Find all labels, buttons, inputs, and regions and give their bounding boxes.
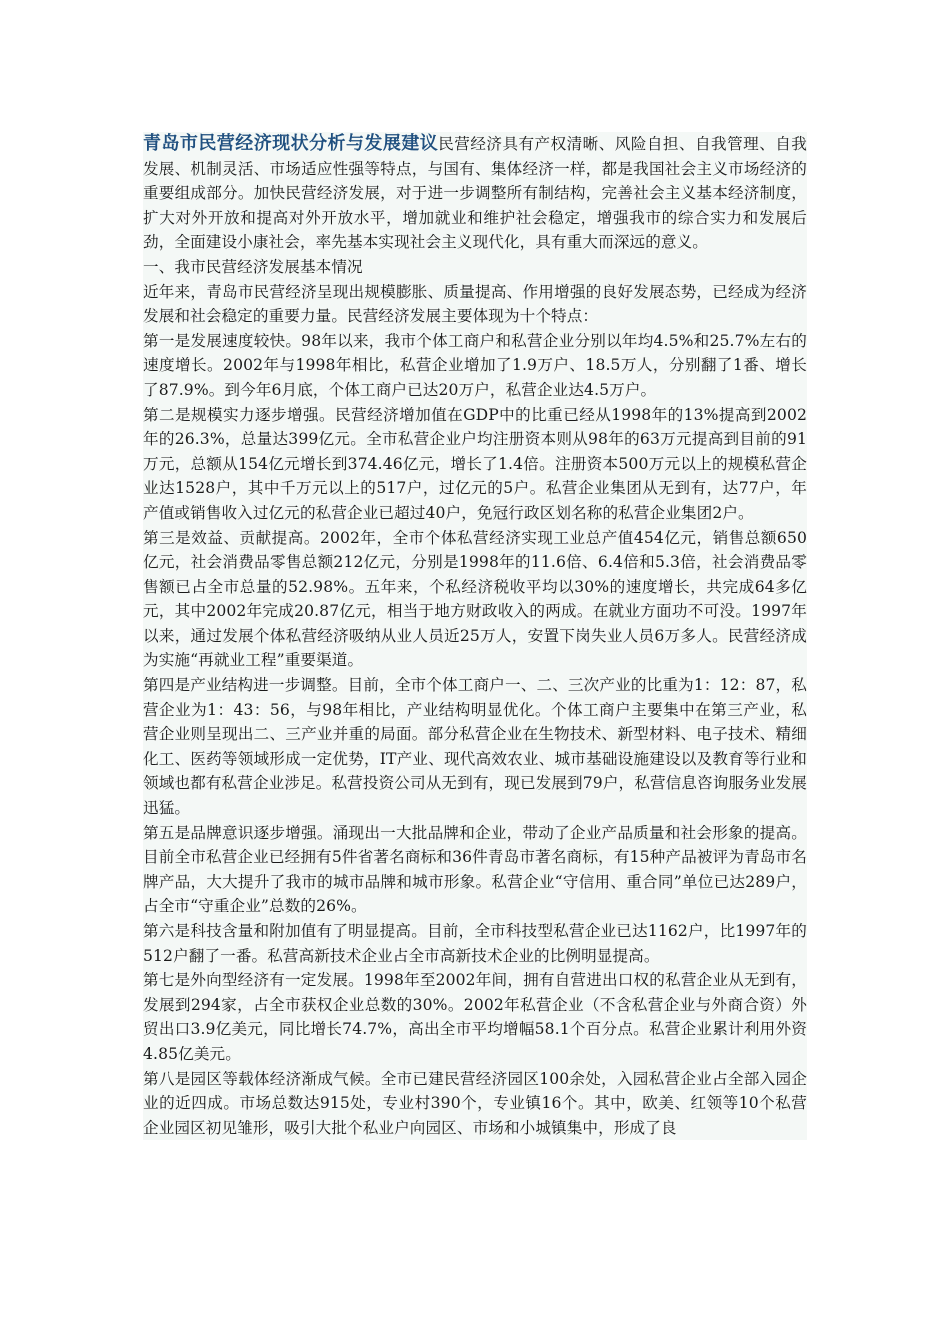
article-body (143, 132, 807, 1140)
paragraph-point-3: 第三是效益、贡献提高。2002年，全市个体私营经济实现工业总产值454亿元，销售总额650亿元，社会消费品零售总额212亿元，分别是1998年的11.6倍、6.4倍和5.3倍，社会消费品零售额已占全市总量的52.98%。五年来，个私经济税收平均以30%的速度增长，共完成64多亿元，其中2002年完成20.87亿元，相当于地方财政收入的两成。在就业方面功不可没。1997年以来，通过发展个体私营经济吸纳从业人员近25万人，安置下岗失业人员6万多人。民营经济成为实施“再就业工程”重要渠道。 (143, 526, 807, 674)
paragraph-point-4: 第四是产业结构进一步调整。目前，全市个体工商户一、二、三次产业的比重为1：12：87，私营企业为1：43：56，与98年相比，产业结构明显优化。个体工商户主要集中在第三产业，私营企业则呈现出二、三产业并重的局面。部分私营企业在生物技术、新型材料、电子技术、精细化工、医药等领域形成一定优势，IT产业、现代高效农业、城市基础设施建设以及教育等行业和领域也都有私营企业涉足。私营投资公司从无到有，现已发展到79户，私营信息咨询服务业发展迅猛。 (143, 673, 807, 821)
article-title: 青岛市民营经济现状分析与发展建议 (143, 133, 439, 154)
paragraph-point-1: 第一是发展速度较快。98年以来，我市个体工商户和私营企业分别以年均4.5%和25.7%左右的速度增长。2002年与1998年相比，私营企业增加了1.9万户、18.5万人，分别翻了1番、增长了87.9%。到今年6月底，个体工商户已达20万户，私营企业达4.5万户。 (143, 329, 807, 403)
intro-paragraph (143, 132, 807, 255)
paragraph-point-5: 第五是品牌意识逐步增强。涌现出一大批品牌和企业，带动了企业产品质量和社会形象的提高。目前全市私营企业已经拥有5件省著名商标和36件青岛市著名商标，有15种产品被评为青岛市名牌产品，大大提升了我市的城市品牌和城市形象。私营企业“守信用、重合同”单位已达289户，占全市“守重企业”总数的26%。 (143, 821, 807, 919)
intro-text: 民营经济具有产权清晰、风险自担、自我管理、自我发展、机制灵活、市场适应性强等特点，与国有、集体经济一样，都是我国社会主义市场经济的重要组成部分。加快民营经济发展，对于进一步调整所有制结构，完善社会主义基本经济制度，扩大对外开放和提高对外开放水平，增加就业和维护社会稳定，增强我市的综合实力和发展后劲，全面建设小康社会，率先基本实现社会主义现代化，具有重大而深远的意义。 (143, 135, 807, 252)
paragraph-point-8: 第八是园区等载体经济渐成气候。全市已建民营经济园区100余处，入园私营企业占全部入园企业的近四成。市场总数达915处，专业村390个，专业镇16个。其中，欧美、红领等10个私营企业园区初见雏形，吸引大批个私业户向园区、市场和小城镇集中，形成了良 (143, 1067, 807, 1141)
paragraph-point-6: 第六是科技含量和附加值有了明显提高。目前，全市科技型私营企业已达1162户，比1997年的512户翻了一番。私营高新技术企业占全市高新技术企业的比例明显提高。 (143, 919, 807, 968)
paragraph-overview: 近年来，青岛市民营经济呈现出规模膨胀、质量提高、作用增强的良好发展态势，已经成为经济发展和社会稳定的重要力量。民营经济发展主要体现为十个特点： (143, 280, 807, 329)
paragraph-point-2: 第二是规模实力逐步增强。民营经济增加值在GDP中的比重已经从1998年的13%提高到2002年的26.3%，总量达399亿元。全市私营企业户均注册资本则从98年的63万元提高到目前的91万元，总额从154亿元增长到374.46亿元，增长了1.4倍。注册资本500万元以上的规模私营企业达1528户，其中千万元以上的517户，过亿元的5户。私营企业集团从无到有，达77户，年产值或销售收入过亿元的私营企业已超过40户，免冠行政区划名称的私营企业集团2户。 (143, 403, 807, 526)
section-heading: 一、我市民营经济发展基本情况 (143, 255, 807, 280)
paragraph-point-7: 第七是外向型经济有一定发展。1998年至2002年间，拥有自营进出口权的私营企业从无到有，发展到294家，占全市获权企业总数的30%。2002年私营企业（不含私营企业与外商合资）外贸出口3.9亿美元，同比增长74.7%，高出全市平均增幅58.1个百分点。私营企业累计利用外资4.85亿美元。 (143, 968, 807, 1066)
